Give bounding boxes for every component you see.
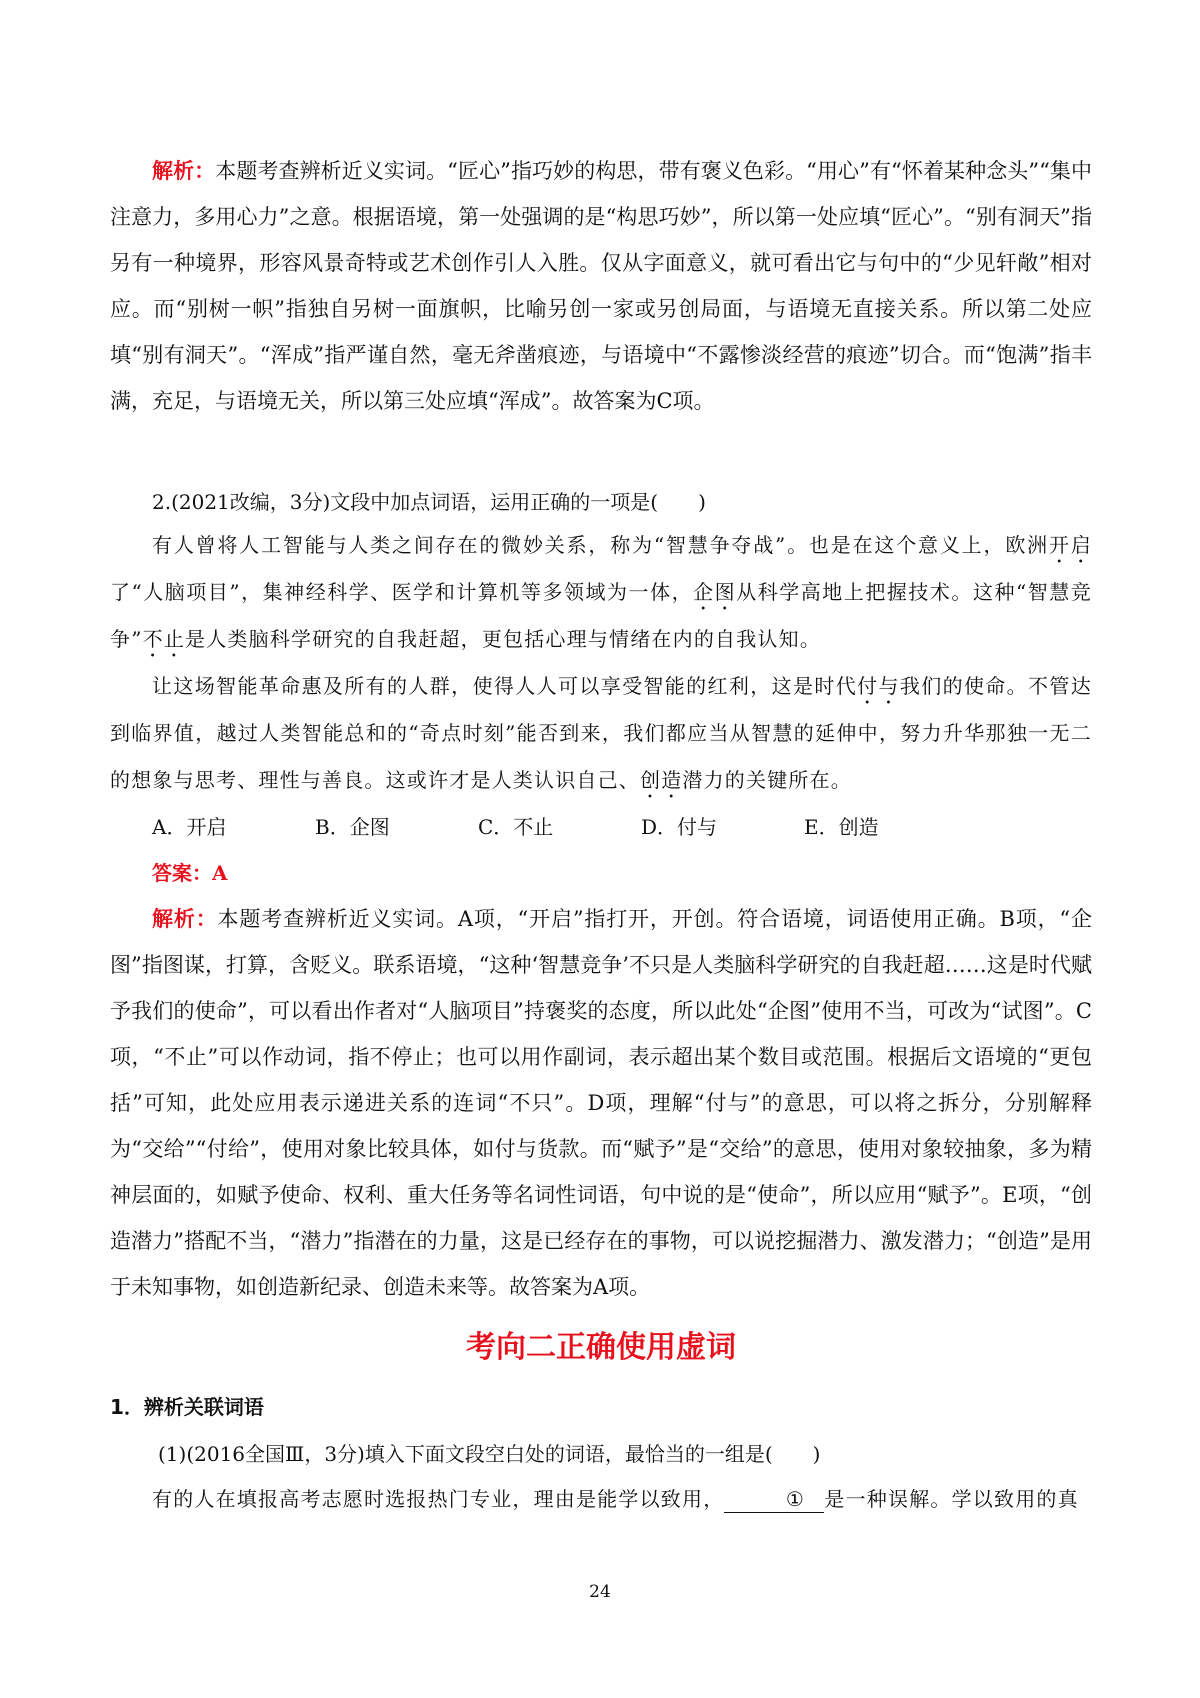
question-1-passage: 有的人在填报高考志愿时选报热门专业，理由是能学以致用， ① 是一种误解。学以致用的真 (152, 1487, 1079, 1511)
option-e: E．创造 (804, 815, 879, 839)
option-c: C．不止 (478, 815, 554, 839)
answer-label: 答案： (152, 861, 212, 885)
dotted-word-buzhi: 不止 (142, 627, 186, 651)
answer-options (110, 804, 1092, 850)
fill-blank: ① (724, 1486, 824, 1513)
analysis-label: 解析： (152, 906, 218, 931)
dotted-word-fuyu: 付与 (857, 674, 900, 698)
analysis-block-2 (110, 896, 1092, 1310)
answer-line (110, 850, 1092, 896)
passage-paragraph-1: 有人曾将人工智能与人类之间存在的微妙关系，称为“智慧争夺战”。也是在这个意义上，欧洲开启了“人脑项目”，集神经科学、医学和计算机等多领域为一体，企图从科学高地上把握技术。这种“智慧竞争”不止是人类脑科学研究的自我赶超，更包括心理与情绪在内的自我认知。 (110, 533, 1092, 651)
option-b: B．企图 (315, 815, 390, 839)
page-number: 24 (589, 1582, 611, 1602)
question-2-stem: 2.(2021改编，3分)文段中加点词语，运用正确的一项是( ) (152, 490, 706, 514)
section-title: 考向二正确使用虚词 (466, 1330, 736, 1365)
dotted-word-chuangzao: 创造 (640, 768, 683, 792)
analysis-text: 本题考查辨析近义实词。“匠心”指巧妙的构思，带有褒义色彩。“用心”有“怀着某种念头”“集中注意力，多用心力”之意。根据语境，第一处强调的是“构思巧妙”，所以第一处应填“匠心”。“别有洞天”指另有一种境界，形容风景奇特或艺术创作引人入胜。仅从字面意义，就可看出它与句中的“少见轩敞”相对应。而“别树一帜”指独自另树一面旗帜，比喻另创一家或另创局面，与语境无直接关系。所以第二处应填“别有洞天”。“浑成”指严谨自然，毫无斧凿痕迹，与语境中“不露惨淡经营的痕迹”切合。而“饱满”指丰满，充足，与语境无关，所以第三处应填“浑成”。故答案为C项。 (110, 159, 1093, 413)
dotted-word-kaiqi: 开启 (1048, 533, 1092, 557)
analysis-block-1 (110, 148, 1092, 424)
passage-paragraph-2: 让这场智能革命惠及所有的人群，使得人人可以享受智能的红利，这是时代付与我们的使命。不管达到临界值，越过人类智能总和的“奇点时刻”能否到来，我们都应当从智慧的延伸中，努力升华那独一无二的想象与思考、理性与善良。这或许才是人类认识自己、创造潜力的关键所在。 (110, 674, 1092, 792)
dotted-word-qitu: 企图 (693, 580, 737, 604)
option-a: A．开启 (152, 815, 227, 839)
analysis-text: 本题考查辨析近义实词。A项，“开启”指打开，开创。符合语境，词语使用正确。B项，“企图”指图谋，打算，含贬义。联系语境，“这种‘智慧竞争’不只是人类脑科学研究的自我赶超……这是时代赋予我们的使命”，可以看出作者对“人脑项目”持褒奖的态度，所以此处“企图”使用不当，可改为“试图”。C项，“不止”可以作动词，指不停止；也可以用作副词，表示超出某个数目或范围。根据后文语境的“更包括”可知，此处应用表示递进关系的连词“不只”。D项，理解“付与”的意思，可以将之拆分，分别解释为“交给”“付给”，使用对象比较具体，如付与货款。而“赋予”是“交给”的意思，使用对象较抽象，多为精神层面的，如赋予使命、权利、重大任务等名词性词语，句中说的是“使命”，所以应用“赋予”。E项，“创造潜力”搭配不当，“潜力”指潜在的力量，这是已经存在的事物，可以说挖掘潜力、激发潜力；“创造”是用于未知事物，如创造新纪录、创造未来等。故答案为A项。 (110, 907, 1093, 1299)
answer-value: A (212, 861, 228, 885)
subsection-title: 1．辨析关联词语 (110, 1395, 264, 1419)
question-1-stem: (1)(2016全国Ⅲ，3分)填入下面文段空白处的词语，最恰当的一组是( ) (158, 1442, 821, 1466)
page-body (110, 148, 1092, 1523)
option-d: D．付与 (641, 815, 718, 839)
analysis-label: 解析： (152, 158, 216, 183)
